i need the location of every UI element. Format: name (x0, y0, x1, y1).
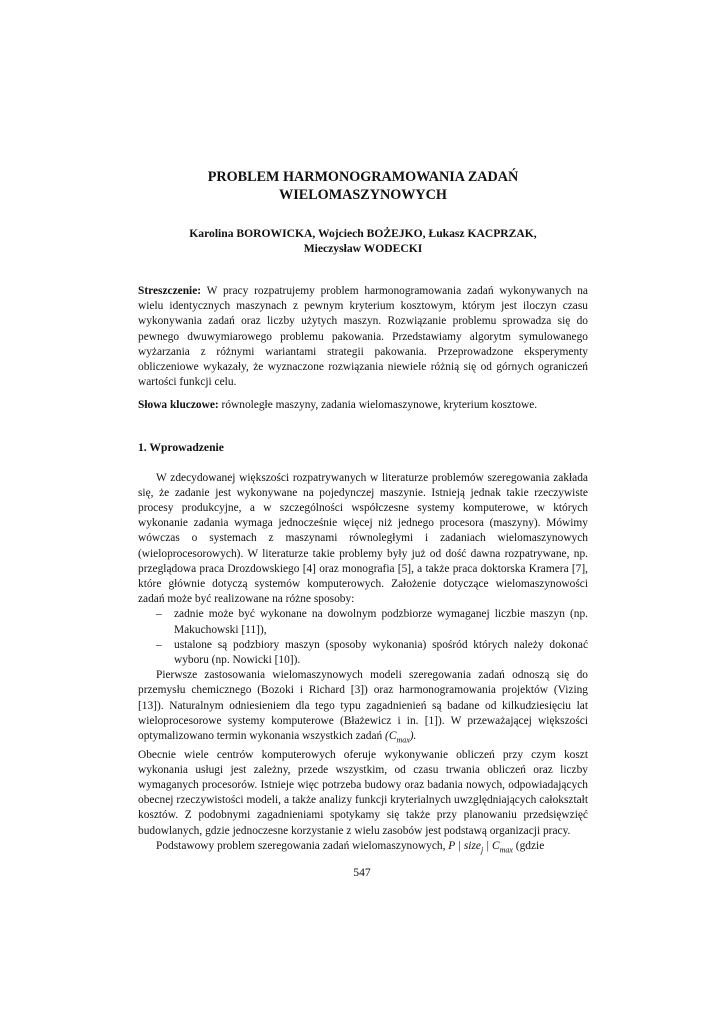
cmax-formula (385, 730, 417, 745)
bullet-item-1 (156, 607, 588, 637)
intro-paragraph-4-tail: (gdzie (512, 839, 545, 852)
intro-paragraph-2-text: Pierwsze zastosowania wielomaszynowych modeli szeregowania zadań odnoszą się do przemysłu chemicznego (Bozoki i Richard [3]) oraz harmonogramowania projektów (Vizing [13]). Naturalnym odniesieniem dla tego typu zagadnienień są badane od kilkudziesięciu lat wieloprocesorowe systemy komputerowe (Błażewicz i in. [1]). W przeważającej większości optymalizowano termin wykonania wszystkich zadań (138, 669, 588, 743)
title-line-2: WIELOMASZYNOWYCH (279, 187, 447, 203)
cmax-subscript: max (396, 735, 410, 745)
paper-title (138, 168, 588, 204)
intro-paragraph-2 (138, 668, 588, 747)
author-list (138, 226, 588, 256)
authors-line-1: Karolina BOROWICKA, Wojciech BOŻEJKO, Łukasz KACPRZAK, (189, 227, 537, 240)
intro-paragraph-4 (138, 839, 588, 857)
notation-part-a: P | size (448, 839, 481, 852)
intro-paragraph-1: W zdecydowanej większości rozpatrywanych w literaturze problemów szeregowania zakłada się, że zadanie jest wykonywane na pojedynczej maszynie. Istnieją jednak takie rzeczywiste procesy produkcyjne, a w szczególności współczesne systemy komputerowe, w których wykonanie zadania wymaga jednocześnie więcej niż jednego procesora (maszyny). Mówimy wówczas o systemach z maszynami równoległymi i zadaniach wielomaszynowych (wieloprocesorowych). W literaturze takie problemy były już od dość dawna rozpatrywane, np. przeglądowa praca Drozdowskiego [4] oraz monografia [5], a także praca doktorska Kramera [7], które głównie dotyczą systemów komputerowych. Założenie dotyczące wielomaszynowości zadań może być realizowane na różne sposoby: (138, 471, 588, 606)
page-number: 547 (353, 866, 371, 879)
keywords-text: równoległe maszyny, zadania wielomaszynowe, kryterium kosztowe. (218, 399, 538, 412)
bullet-text-2: ustalone są podzbiory maszyn (sposoby wykonania) spośród których należy dokonać wyboru (np. Nowicki [10]). (174, 638, 588, 667)
authors-line-2: Mieczysław WODECKI (303, 242, 423, 255)
intro-paragraph-4-text: Podstawowy problem szeregowania zadań wielomaszynowych, (156, 839, 449, 852)
bullet-dash: – (156, 608, 162, 621)
notation-sub-max: max (499, 845, 513, 855)
cmax-open: (C (385, 730, 397, 743)
keywords-label: Słowa kluczowe: (138, 399, 219, 412)
abstract-label: Streszczenie: (138, 285, 202, 297)
abstract-text: W pracy rozpatrujemy problem harmonogramowania zadań wykonywanych na wielu identycznych maszynach z pewnym kryterium kosztowym, którym jest iloczyn czasu wykonywania zadań oraz liczby użytych maszyn. Rozwiązanie problemu sprowadza się do pewnego dwuwymiarowego problemu pakowania. Przedstawiamy algorytm symulowanego wyżarzania z różnymi wariantami strategii pakowania. Przeprowadzone eksperymenty obliczeniowe wykazały, że wyznaczone rozwiązania niewiele różnią się od górnych ograniczeń wartości funkcji celu. (138, 285, 588, 389)
section-heading: 1. Wprowadzenie (138, 440, 224, 454)
paper-page (138, 168, 588, 857)
keywords (138, 398, 588, 413)
abstract (138, 284, 588, 390)
title-line-1: PROBLEM HARMONOGRAMOWANIA ZADAŃ (207, 169, 519, 185)
bullet-list (138, 607, 588, 668)
bullet-text-1: zadnie może być wykonane na dowolnym podzbiorze wymaganej liczbie maszyn (np. Makuchowski [11]), (174, 608, 588, 636)
notation-sub-j: j (480, 845, 484, 855)
problem-notation-formula (448, 839, 513, 855)
bullet-item-2 (156, 638, 588, 668)
cmax-close: ). (409, 730, 417, 743)
intro-paragraph-3: Obecnie wiele centrów komputerowych oferuje wykonywanie obliczeń przy czym koszt wykonania usługi jest zależny, przede wszystkim, od czasu trwania obliczeń oraz liczby wymaganych procesorów. Istnieje więc potrzeba budowy oraz badania nowych, odpowiadających obecnej rzeczywistości modeli, a także analizy funkcji kryterialnych uwzględniających całokształt kosztów. Z podobnymi zagadnieniami spotykamy się także przy planowaniu przedsięwzięć budowlanych, gdzie jednoczesne korzystanie z wielu zasobów jest podstawą organizacji pracy. (138, 748, 588, 837)
bullet-dash: – (156, 638, 162, 651)
notation-part-b: | C (483, 839, 500, 852)
